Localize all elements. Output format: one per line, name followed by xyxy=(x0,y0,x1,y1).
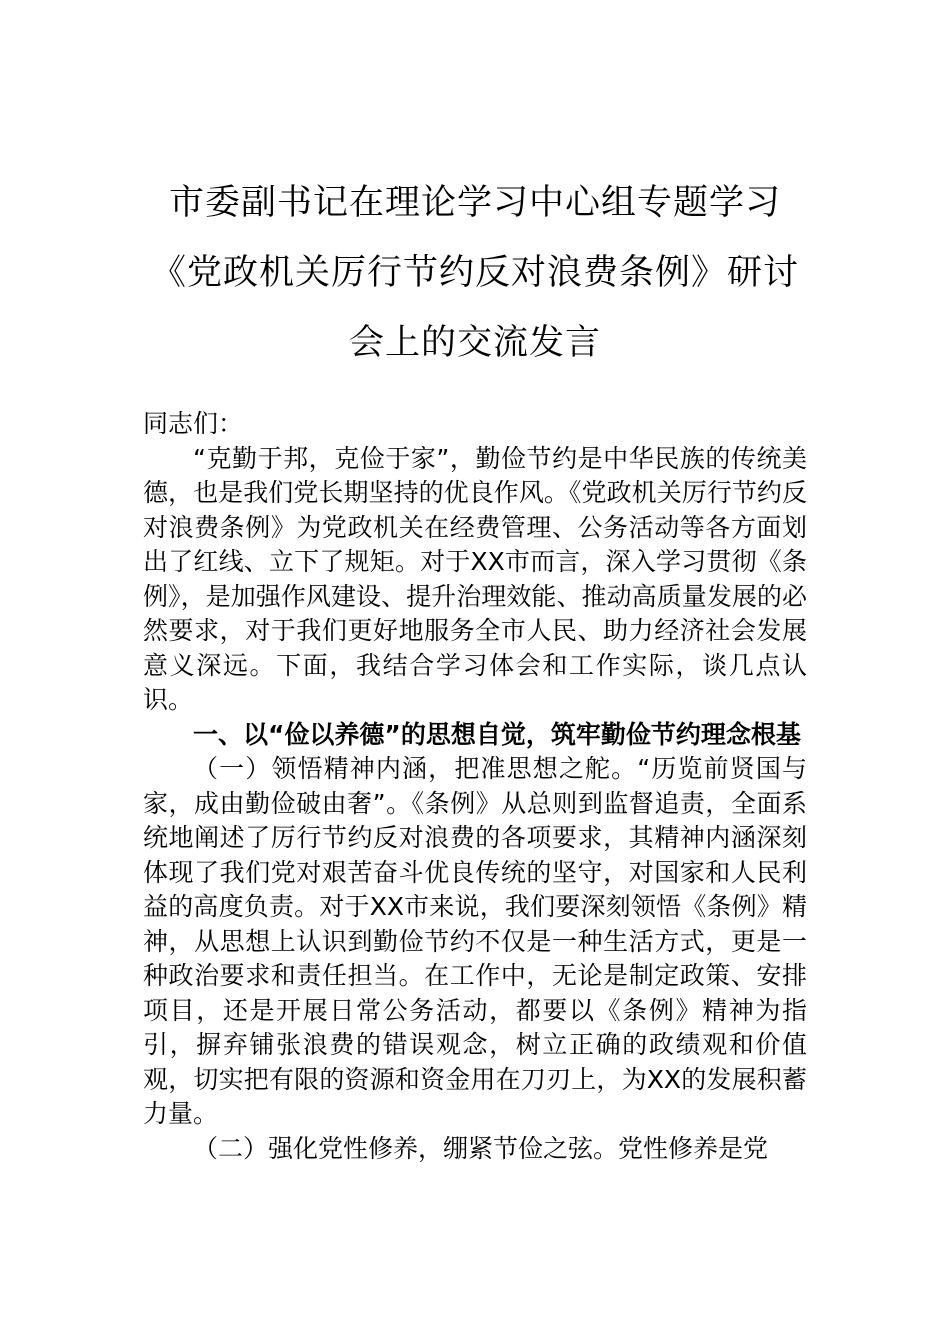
salutation: 同志们： xyxy=(143,409,244,438)
paragraph-subsection-1: （一）领悟精神内涵，把准思想之舵。“历览前贤国与家，成由勤俭破由奢”。《条例》从总则到监督追责，全面系统地阐述了厉行节约反对浪费的各项要求，其精神内涵深刻体现了我们党对艰苦奋斗优良传统的坚守，对国家和人民利益的高度负责。对于XX市来说，我们要深刻领悟《条例》精神，从思想上认识到勤俭节约不仅是一种生活方式，更是一种政治要求和责任担当。在工作中，无论是制定政策、安排项目，还是开展日常公务活动，都要以《条例》精神为指引，摒弃铺张浪费的错误观念，树立正确的政绩观和价值观，切实把有限的资源和资金用在刀刃上，为XX的发展积蓄力量。 xyxy=(143,754,807,1128)
document-body xyxy=(143,407,807,1166)
section-heading-1: 一、以“俭以养德”的思想自觉，筑牢勤俭节约理念根基 xyxy=(193,719,801,749)
paragraph-subsection-2: （二）强化党性修养，绷紧节俭之弦。党性修养是党 xyxy=(193,1133,769,1163)
document-title xyxy=(120,168,830,378)
title-line-1: 市委副书记在理论学习中心组专题学习 xyxy=(168,183,781,223)
title-line-3: 会上的交流发言 xyxy=(348,323,601,363)
title-line-2: 《党政机关厉行节约反对浪费条例》研讨 xyxy=(150,253,799,293)
paragraph-intro: “克勤于邦，克俭于家”，勤俭节约是中华民族的传统美德，也是我们党长期坚持的优良作风。《党政机关厉行节约反对浪费条例》为党政机关在经费管理、公务活动等各方面划出了红线、立下了规矩。对于XX市而言，深入学习贯彻《条例》，是加强作风建设、提升治理效能、推动高质量发展的必然要求，对于我们更好地服务全市人民、助力经济社会发展意义深远。下面，我结合学习体会和工作实际，谈几点认识。 xyxy=(143,443,807,714)
